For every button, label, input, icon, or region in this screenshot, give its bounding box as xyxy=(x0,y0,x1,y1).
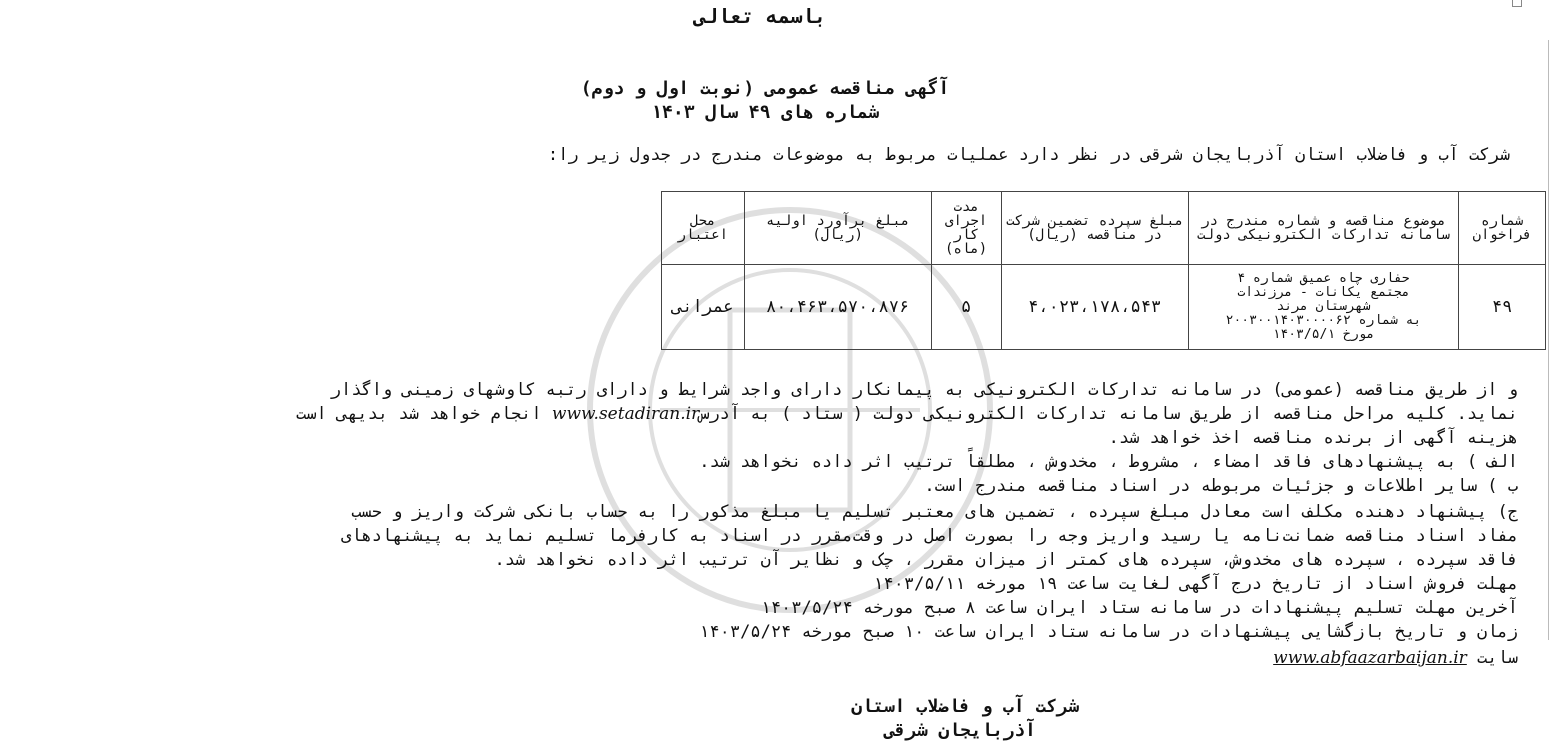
site-label: سایت xyxy=(1477,648,1518,668)
notice-title: آگهی مناقصه عمومی (نوبت اول و دوم) xyxy=(580,78,950,99)
table-header-row xyxy=(662,192,1546,265)
cell-estimate: ۸۰،۴۶۳،۵۷۰،۸۷۶ xyxy=(744,265,931,350)
body-line-2-part2: انجام خواهد شد بدیهی است xyxy=(296,404,542,424)
bismillah-heading: باسمه تعالی xyxy=(693,4,827,28)
subject-line: شهرستان مرند xyxy=(1276,299,1371,314)
header-subject: موضوع مناقصه و شماره مندرج در سامانه تدارکات الکترونیکی دولت xyxy=(1188,192,1459,265)
signature-company: شرکت آب و فاضلاب استان xyxy=(851,696,1079,717)
cell-tender-number: ۴۹ xyxy=(1459,265,1546,350)
signature-province: آذربایجان شرقی xyxy=(884,720,1036,741)
clause-c-line-1: ج) پیشنهاد دهنده مکلف است معادل مبلغ سپرده ، تضمین های معتبر تسلیم یا مبلغ مذکور را به حساب بانکی شرکت واریز و حسب xyxy=(351,502,1518,522)
body-line-2-part1: نماید. کلیه مراحل مناقصه از طریق سامانه تدارکات الکترونیکی دولت ( ستاد ) به آدرس xyxy=(699,404,1518,424)
header-estimate: مبلغ برآورد اولیه (ریال) xyxy=(744,192,931,265)
submission-deadline: آخرین مهلت تسلیم پیشنهادات در سامانه ستاد ایران ساعت ۸ صبح مورخه ۱۴۰۳/۵/۲۴ xyxy=(760,598,1518,618)
notice-number-title: شماره های ۴۹ سال ۱۴۰۳ xyxy=(651,102,879,123)
setad-url-link[interactable]: www.setadiran.ir xyxy=(551,404,700,424)
body-line-1: و از طریق مناقصه (عمومی) در سامانه تدارکات الکترونیکی به پیمانکار دارای واجد شرایط و دارای رتبه کاوشهای زمینی واگذار xyxy=(330,380,1518,400)
body-line-3: هزینه آگهی از برنده مناقصه اخذ خواهد شد. xyxy=(1108,428,1518,448)
clause-b: ب ) سایر اطلاعات و جزئیات مربوطه در اسناد مناقصه مندرج است. xyxy=(924,476,1518,496)
clause-a: الف ) به پیشنهادهای فاقد امضاء ، مشروط ، مخدوش ، مطلقاً ترتیب اثر داده نخواهد شد. xyxy=(699,452,1518,472)
cell-guarantee: ۴،۰۲۳،۱۷۸،۵۴۳ xyxy=(1001,265,1188,350)
subject-line: به شماره ۲۰۰۳۰۰۱۴۰۳۰۰۰۰۶۲ xyxy=(1225,313,1422,328)
subject-line: مورخ ۱۴۰۳/۵/۱ xyxy=(1272,327,1375,342)
clause-c-line-3: فاقد سپرده ، سپرده های مخدوش، سپرده های کمتر از میزان مقرر ، چک و نظایر آن ترتیب اثر داده نخواهد شد. xyxy=(494,550,1518,570)
subject-line: حفاری چاه عمیق شماره ۴ xyxy=(1237,271,1410,286)
right-border-line xyxy=(1548,40,1549,640)
document-sale-deadline: مهلت فروش اسناد از تاریخ درج آگهی لغایت ساعت ۱۹ مورخه ۱۴۰۳/۵/۱۱ xyxy=(873,574,1518,594)
header-duration: مدت اجرای کار (ماه) xyxy=(931,192,1001,265)
cell-duration: ۵ xyxy=(931,265,1001,350)
header-credit-source: محل اعتبار xyxy=(662,192,745,265)
cell-credit-source: عمرانی xyxy=(662,265,745,350)
corner-mark xyxy=(1512,0,1522,7)
tender-table xyxy=(661,191,1546,350)
table-row xyxy=(662,265,1546,350)
company-website-link[interactable]: www.abfaazarbaijan.ir xyxy=(1273,648,1467,668)
header-tender-number: شماره فراخوان xyxy=(1459,192,1546,265)
clause-c-line-2: مفاد اسناد مناقصه ضمانت‌نامه یا رسید واریز وجه را بصورت اصل در وقت‌مقرر در اسناد به کارفرما تسلیم نماید به پیشنهادهای xyxy=(340,526,1518,546)
subject-line: مجتمع یکانات - مرزندات xyxy=(1237,285,1410,300)
cell-subject xyxy=(1188,265,1459,350)
intro-paragraph: شرکت آب و فاضلاب استان آذربایجان شرقی در نظر دارد عملیات مربوط به موضوعات مندرج در جدول زیر را: xyxy=(547,145,1510,165)
website-line xyxy=(10,648,1518,669)
header-guarantee: مبلغ سپرده تضمین شرکت در مناقصه (ریال) xyxy=(1001,192,1188,265)
body-line-2 xyxy=(10,404,1518,425)
opening-date: زمان و تاریخ بازگشایی پیشنهادات در سامانه ستاد ایران ساعت ۱۰ صبح مورخه ۱۴۰۳/۵/۲۴ xyxy=(699,622,1518,642)
